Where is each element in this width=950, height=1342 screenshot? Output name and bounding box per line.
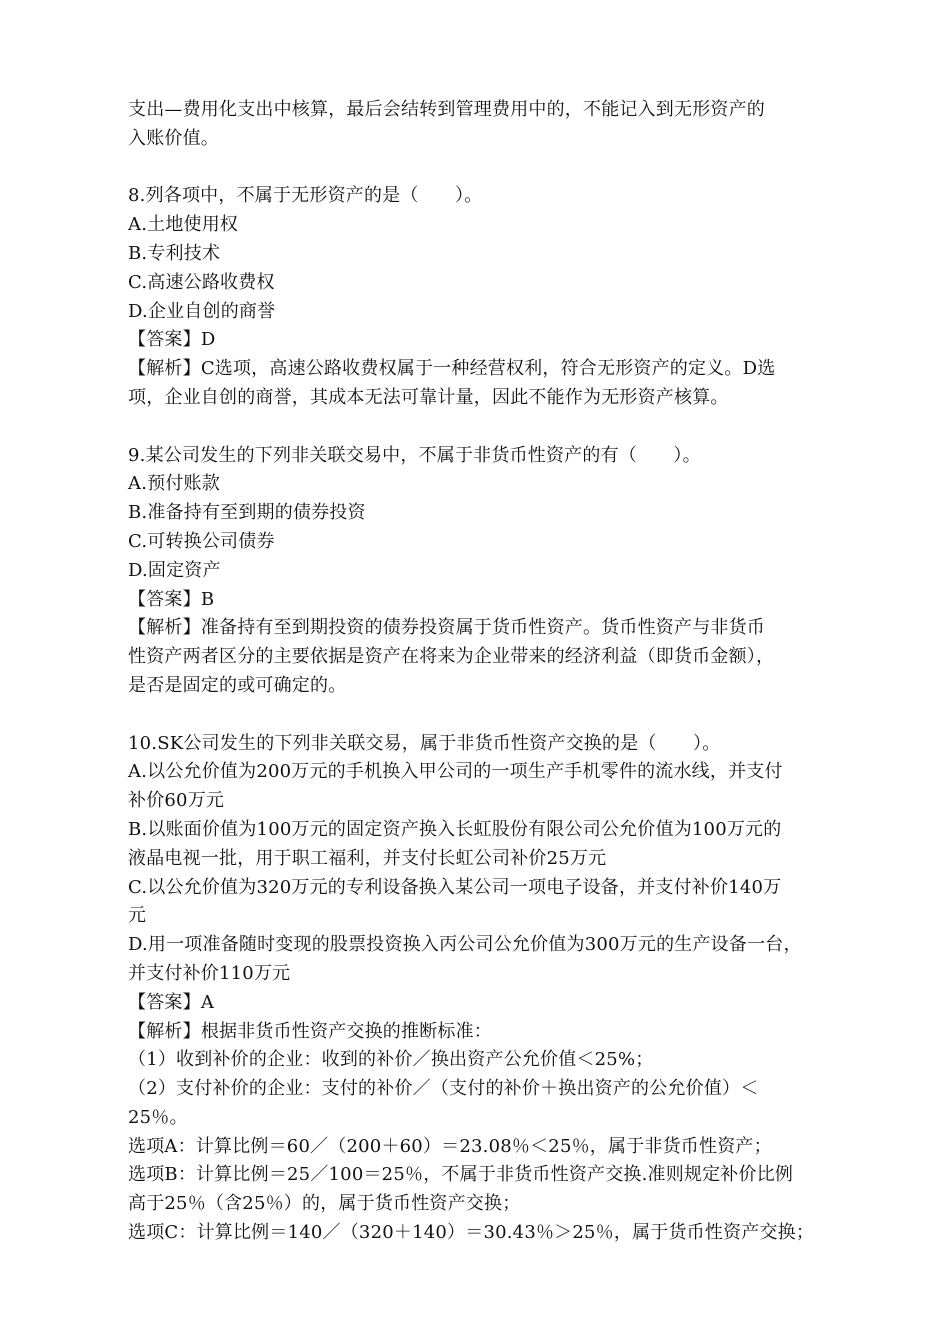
answer-label: 【答案】 bbox=[128, 991, 201, 1013]
question-8 bbox=[128, 182, 828, 412]
option-c: C.高速公路收费权 bbox=[128, 271, 275, 293]
analysis-line: 高于25％（含25％）的，属于货币性资产交换； bbox=[128, 1193, 521, 1215]
spacer bbox=[128, 413, 828, 442]
spacer bbox=[128, 701, 828, 730]
analysis-text: C选项，高速公路收费权属于一种经营权利，符合无形资产的定义。D选 bbox=[200, 358, 776, 380]
answer-label: 【答案】 bbox=[128, 588, 201, 610]
option-d: D.用一项准备随时变现的股票投资换入丙公司公允价值为300万元的生产设备一台， bbox=[128, 934, 802, 956]
intro-line: 支出—费用化支出中核算，最后会结转到管理费用中的，不能记入到无形资产的 bbox=[128, 99, 765, 120]
question-9 bbox=[128, 442, 828, 701]
analysis-line: 选项A：计算比例＝60／（200＋60）＝23.08％＜25％，属于非货币性资产； bbox=[128, 1135, 772, 1157]
analysis-line: 选项B：计算比例＝25／100＝25％，不属于非货币性资产交换.准则规定补价比例 bbox=[128, 1164, 794, 1186]
answer-value: A bbox=[200, 991, 215, 1013]
answer-label: 【答案】 bbox=[128, 329, 201, 351]
option-a-cont: 补价60万元 bbox=[128, 790, 225, 812]
intro-paragraph bbox=[128, 96, 828, 154]
spacer bbox=[128, 154, 828, 183]
analysis-text: 根据非货币性资产交换的推断标准： bbox=[200, 1020, 493, 1042]
analysis-text: 准备持有至到期投资的债券投资属于货币性资产。货币性资产与非货币 bbox=[200, 617, 766, 639]
answer-line bbox=[128, 989, 828, 1018]
option-a: A.土地使用权 bbox=[128, 214, 239, 236]
option-d-cont: 并支付补价110万元 bbox=[128, 962, 291, 984]
question-stem: 8.列各项中，不属于无形资产的是（ ）。 bbox=[128, 185, 483, 207]
option-c: C.可转换公司债券 bbox=[128, 530, 275, 552]
question-stem: 10.SK公司发生的下列非关联交易，属于非货币性资产交换的是（ ）。 bbox=[128, 732, 721, 754]
analysis-line: （2）支付补价的企业：支付的补价／（支付的补价＋换出资产的公允价值）＜ bbox=[128, 1078, 759, 1100]
answer-value: D bbox=[200, 329, 216, 351]
answer-line bbox=[128, 326, 828, 355]
analysis-line bbox=[128, 614, 828, 643]
option-b: B.以账面价值为100万元的固定资产换入长虹股份有限公司公允价值为100万元的 bbox=[128, 818, 782, 840]
option-c: C.以公允价值为320万元的专利设备换入某公司一项电子设备，并支付补价140万 bbox=[128, 876, 782, 898]
option-a: A.预付账款 bbox=[128, 473, 220, 495]
intro-line: 入账价值。 bbox=[128, 127, 219, 149]
analysis-line: 性资产两者区分的主要依据是资产在将来为企业带来的经济利益（即货币金额）， bbox=[128, 646, 775, 668]
option-a: A.以公允价值为200万元的手机换入甲公司的一项生产手机零件的流水线，并支付 bbox=[128, 761, 783, 783]
analysis-line bbox=[128, 355, 828, 384]
document-page bbox=[128, 96, 828, 1248]
answer-value: B bbox=[200, 588, 215, 610]
analysis-line: （1）收到补价的企业：收到的补价／换出资产公允价值＜25%； bbox=[128, 1049, 654, 1071]
question-stem: 9.某公司发生的下列非关联交易中，不属于非货币性资产的有（ ）。 bbox=[128, 444, 701, 466]
answer-line bbox=[128, 586, 828, 615]
option-b-cont: 液晶电视一批，用于职工福利，并支付长虹公司补价25万元 bbox=[128, 847, 607, 869]
option-d: D.企业自创的商誉 bbox=[128, 300, 276, 322]
analysis-line bbox=[128, 1018, 828, 1047]
analysis-label: 【解析】 bbox=[128, 1020, 201, 1042]
analysis-line: 是否是固定的或可确定的。 bbox=[128, 674, 347, 696]
question-10 bbox=[128, 730, 828, 1248]
option-c-cont: 元 bbox=[128, 905, 147, 927]
analysis-label: 【解析】 bbox=[128, 358, 201, 380]
analysis-label: 【解析】 bbox=[128, 617, 201, 639]
analysis-line: 25％。 bbox=[128, 1106, 188, 1128]
analysis-line: 选项C：计算比例＝140／（320＋140）＝30.43％＞25％，属于货币性资产交换； bbox=[128, 1222, 815, 1244]
option-b: B.专利技术 bbox=[128, 242, 221, 264]
analysis-line: 项，企业自创的商誉，其成本无法可靠计量，因此不能作为无形资产核算。 bbox=[128, 386, 729, 408]
option-d: D.固定资产 bbox=[128, 559, 221, 581]
option-b: B.准备持有至到期的债券投资 bbox=[128, 502, 366, 524]
